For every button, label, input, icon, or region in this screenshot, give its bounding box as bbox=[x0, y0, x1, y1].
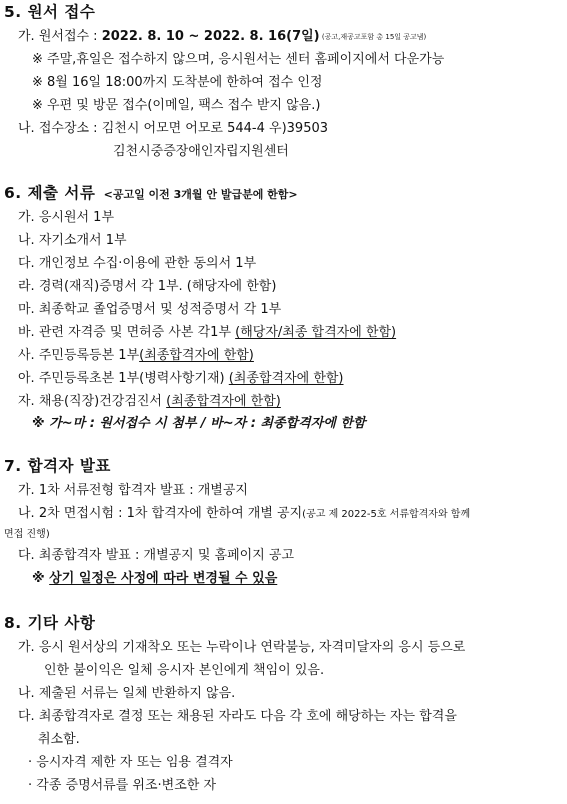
s6-item-9-condition: (최종합격자에 한함) bbox=[166, 394, 281, 409]
s7-note-mark: ※ bbox=[32, 571, 50, 586]
s6-note: ※ 가~마 : 원서접수 시 첨부 / 바~자 : 최종합격자에 한함 bbox=[32, 416, 366, 431]
s6-item-1: 가. 응시원서 1부 bbox=[18, 210, 115, 225]
s8-sub-item-1: · 응시자격 제한 자 또는 임용 결격자 bbox=[28, 755, 233, 770]
s8-item-c-cont: 취소함. bbox=[38, 732, 80, 747]
s5-note-2: ※ 8월 16일 18:00까지 도착분에 한하여 접수 인정 bbox=[32, 75, 323, 90]
s7-item-b-detail-cont: 면접 진행) bbox=[4, 529, 50, 540]
s5-note-3: ※ 우편 및 방문 접수(이메일, 팩스 접수 받지 않음.) bbox=[32, 98, 321, 113]
s7-item-b-detail: (공고 제 2022-5호 서류합격자와 함께 bbox=[302, 509, 471, 520]
s5-item-a-note: (공고,재공고포함 총 15일 공고냄) bbox=[319, 33, 427, 41]
s6-item-4: 라. 경력(재직)증명서 각 1부. (해당자에 한함) bbox=[18, 279, 277, 294]
section-6-subtitle: <공고일 이전 3개월 안 발급분에 한함> bbox=[103, 188, 298, 201]
s6-item-7-text: 사. 주민등록등본 1부 bbox=[18, 348, 140, 363]
s7-note bbox=[32, 570, 277, 588]
s5-note-1: ※ 주말,휴일은 접수하지 않으며, 응시원서는 센터 홈페이지에서 다운가능 bbox=[32, 52, 445, 67]
s6-item-2: 나. 자기소개서 1부 bbox=[18, 233, 127, 248]
section-6-heading bbox=[4, 184, 298, 204]
s6-item-8 bbox=[18, 370, 344, 388]
s6-item-9-text: 자. 채용(직장)건강검진서 bbox=[18, 394, 167, 409]
s7-item-b bbox=[18, 505, 470, 524]
s6-item-8-condition: (최종합격자에 한함) bbox=[228, 371, 344, 386]
section-6-title: 6. 제출 서류 bbox=[4, 184, 96, 202]
s6-item-5: 마. 최종학교 졸업증명서 및 성적증명서 각 1부 bbox=[18, 302, 282, 317]
s6-item-6 bbox=[18, 324, 396, 342]
s6-item-7 bbox=[18, 347, 254, 365]
s8-item-a-cont: 인한 불이익은 일체 응시자 본인에게 책임이 있음. bbox=[44, 663, 325, 678]
s8-item-a: 가. 응시 원서상의 기재착오 또는 누락이나 연락불능, 자격미달자의 응시 등으로 bbox=[18, 640, 466, 655]
section-5-title: 5. 원서 접수 bbox=[4, 3, 96, 21]
s8-sub-item-2: · 각종 증명서류를 위조·변조한 자 bbox=[28, 778, 217, 793]
s6-item-8-text: 아. 주민등록초본 1부(병력사항기재) bbox=[18, 371, 229, 386]
s5-item-a bbox=[18, 28, 426, 46]
s7-item-c: 다. 최종합격자 발표 : 개별공지 및 홈페이지 공고 bbox=[18, 548, 295, 563]
s7-note-text: 상기 일정은 사정에 따라 변경될 수 있음 bbox=[49, 571, 278, 586]
s5-item-a-date: 2022. 8. 10 ~ 2022. 8. 16(7일) bbox=[101, 29, 320, 44]
s8-item-c: 다. 최종합격자로 결정 또는 채용된 자라도 다음 각 호에 해당하는 자는 합격을 bbox=[18, 709, 457, 724]
s5-item-a-label: 가. 원서접수 : bbox=[18, 29, 102, 44]
s6-item-9 bbox=[18, 393, 281, 411]
s5-item-b-org: 김천시중증장애인자립지원센터 bbox=[113, 144, 289, 159]
s6-item-6-condition: (해당자/최종 합격자에 한함) bbox=[235, 325, 397, 340]
s8-item-b: 나. 제출된 서류는 일체 반환하지 않음. bbox=[18, 686, 236, 701]
s5-item-b: 나. 접수장소 : 김천시 어모면 어모로 544-4 우)39503 bbox=[18, 121, 329, 136]
section-8-title: 8. 기타 사항 bbox=[4, 614, 96, 632]
section-7-title: 7. 합격자 발표 bbox=[4, 457, 111, 475]
s7-item-a: 가. 1차 서류전형 합격자 발표 : 개별공지 bbox=[18, 483, 248, 498]
s6-item-3: 다. 개인정보 수집·이용에 관한 동의서 1부 bbox=[18, 256, 257, 271]
s7-item-b-text: 나. 2차 면접시험 : 1차 합격자에 한하여 개별 공지 bbox=[18, 506, 303, 521]
s6-item-7-condition: (최종합격자에 한함) bbox=[139, 348, 254, 363]
s6-item-6-text: 바. 관련 자격증 및 면허증 사본 각1부 bbox=[18, 325, 236, 340]
